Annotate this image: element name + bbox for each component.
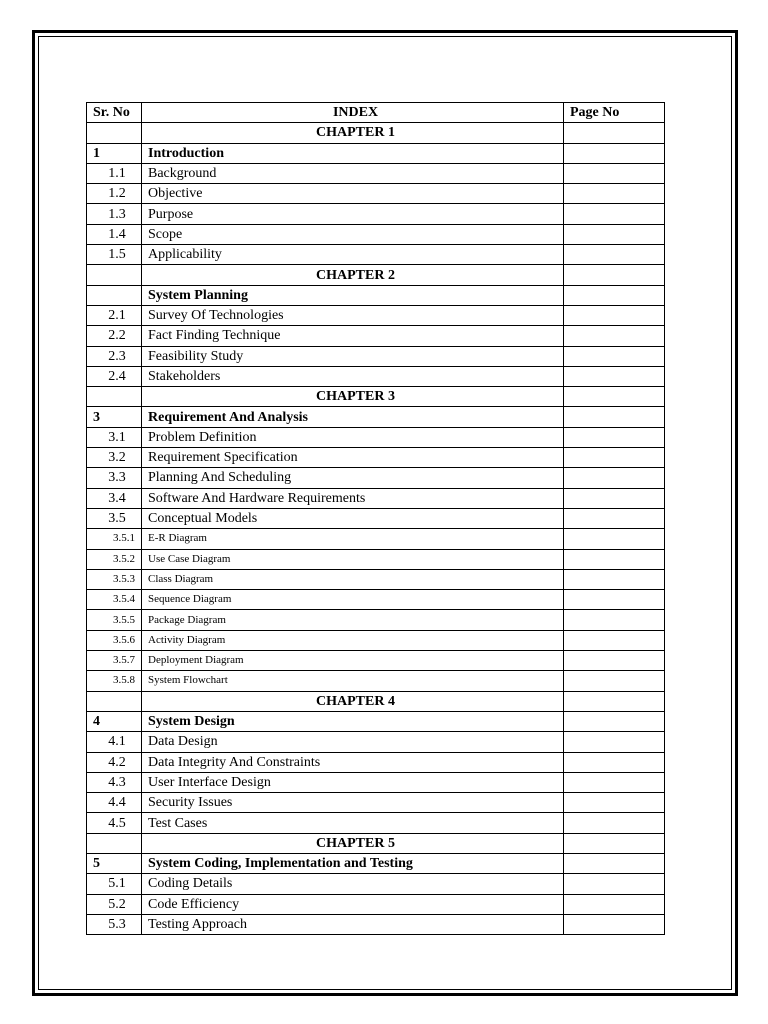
index-title-cell: Security Issues [142, 793, 564, 813]
page-no-cell [564, 874, 665, 894]
index-title-cell: Package Diagram [142, 610, 564, 630]
sr-no-cell: 4.5 [87, 813, 142, 833]
chapter-title-cell: CHAPTER 5 [142, 833, 564, 853]
index-title-cell: Coding Details [142, 874, 564, 894]
page-no-cell [564, 833, 665, 853]
index-title-cell: Activity Diagram [142, 630, 564, 650]
index-table [86, 102, 665, 935]
sr-no-cell: 4.1 [87, 732, 142, 752]
page-no-cell [564, 651, 665, 671]
sr-no-cell: 3.5.6 [87, 630, 142, 650]
sr-no-cell: 3.5.1 [87, 529, 142, 549]
table-row [87, 305, 665, 325]
page-no-cell [564, 204, 665, 224]
table-row [87, 711, 665, 731]
sr-no-cell: 1.3 [87, 204, 142, 224]
index-title-cell: System Design [142, 711, 564, 731]
sr-no-cell: 3.2 [87, 448, 142, 468]
sr-no-cell: 2.4 [87, 366, 142, 386]
index-title-cell: Planning And Scheduling [142, 468, 564, 488]
index-title-cell: Conceptual Models [142, 508, 564, 528]
sr-no-cell: 4.3 [87, 772, 142, 792]
index-title-cell: Stakeholders [142, 366, 564, 386]
sr-no-cell [87, 285, 142, 305]
page-no-cell [564, 285, 665, 305]
page-no-cell [564, 914, 665, 934]
sr-no-cell: 3.5.7 [87, 651, 142, 671]
sr-no-cell: 5 [87, 853, 142, 873]
page-no-cell [564, 427, 665, 447]
chapter-heading-row [87, 387, 665, 407]
page-no-cell [564, 711, 665, 731]
index-title-cell: Testing Approach [142, 914, 564, 934]
table-row [87, 163, 665, 183]
index-title-cell: Problem Definition [142, 427, 564, 447]
table-row [87, 366, 665, 386]
sr-no-cell: 1.5 [87, 245, 142, 265]
chapter-title-cell: CHAPTER 1 [142, 123, 564, 143]
page-no-cell [564, 732, 665, 752]
table-row [87, 285, 665, 305]
table-row [87, 529, 665, 549]
chapter-heading-row [87, 123, 665, 143]
index-table-body [87, 103, 665, 935]
page-no-cell [564, 448, 665, 468]
page-no-cell [564, 224, 665, 244]
sr-no-cell: 5.3 [87, 914, 142, 934]
page-no-cell [564, 488, 665, 508]
table-row [87, 793, 665, 813]
table-row [87, 346, 665, 366]
sr-no-cell: 1.2 [87, 184, 142, 204]
page-no-cell [564, 305, 665, 325]
page-no-cell [564, 468, 665, 488]
sr-no-cell [87, 691, 142, 711]
page-no-cell [564, 163, 665, 183]
table-row [87, 590, 665, 610]
index-title-cell: Requirement Specification [142, 448, 564, 468]
page-no-cell [564, 549, 665, 569]
table-row [87, 813, 665, 833]
sr-no-cell: 3.4 [87, 488, 142, 508]
header-index: INDEX [142, 103, 564, 123]
table-row [87, 468, 665, 488]
index-header-row [87, 103, 665, 123]
sr-no-cell: 1.1 [87, 163, 142, 183]
sr-no-cell [87, 833, 142, 853]
page-no-cell [564, 813, 665, 833]
table-row [87, 914, 665, 934]
page-no-cell [564, 569, 665, 589]
table-row [87, 326, 665, 346]
page-no-cell [564, 853, 665, 873]
index-title-cell: Objective [142, 184, 564, 204]
table-row [87, 448, 665, 468]
index-title-cell: Data Integrity And Constraints [142, 752, 564, 772]
sr-no-cell: 4.2 [87, 752, 142, 772]
table-row [87, 772, 665, 792]
table-row [87, 569, 665, 589]
sr-no-cell: 3.5 [87, 508, 142, 528]
sr-no-cell: 3 [87, 407, 142, 427]
table-row [87, 752, 665, 772]
header-sr-no: Sr. No [87, 103, 142, 123]
index-title-cell: Fact Finding Technique [142, 326, 564, 346]
chapter-title-cell: CHAPTER 2 [142, 265, 564, 285]
table-row [87, 184, 665, 204]
sr-no-cell: 2.3 [87, 346, 142, 366]
table-row [87, 894, 665, 914]
page-no-cell [564, 245, 665, 265]
sr-no-cell: 3.1 [87, 427, 142, 447]
index-title-cell: Requirement And Analysis [142, 407, 564, 427]
page-no-cell [564, 671, 665, 691]
sr-no-cell [87, 387, 142, 407]
index-title-cell: User Interface Design [142, 772, 564, 792]
table-row [87, 651, 665, 671]
sr-no-cell: 5.2 [87, 894, 142, 914]
index-title-cell: Code Efficiency [142, 894, 564, 914]
index-title-cell: System Coding, Implementation and Testing [142, 853, 564, 873]
header-page-no: Page No [564, 103, 665, 123]
index-title-cell: Feasibility Study [142, 346, 564, 366]
sr-no-cell [87, 123, 142, 143]
sr-no-cell: 4.4 [87, 793, 142, 813]
page-no-cell [564, 590, 665, 610]
index-title-cell: Background [142, 163, 564, 183]
page-no-cell [564, 691, 665, 711]
page-no-cell [564, 184, 665, 204]
page-no-cell [564, 143, 665, 163]
index-title-cell: Test Cases [142, 813, 564, 833]
sr-no-cell: 3.3 [87, 468, 142, 488]
chapter-heading-row [87, 691, 665, 711]
sr-no-cell: 2.2 [87, 326, 142, 346]
page-no-cell [564, 346, 665, 366]
chapter-heading-row [87, 833, 665, 853]
index-title-cell: Deployment Diagram [142, 651, 564, 671]
page-no-cell [564, 326, 665, 346]
table-row [87, 874, 665, 894]
page-no-cell [564, 123, 665, 143]
page-no-cell [564, 610, 665, 630]
table-row [87, 427, 665, 447]
index-title-cell: System Flowchart [142, 671, 564, 691]
page-no-cell [564, 265, 665, 285]
page-no-cell [564, 508, 665, 528]
chapter-title-cell: CHAPTER 3 [142, 387, 564, 407]
page-no-cell [564, 529, 665, 549]
sr-no-cell: 3.5.2 [87, 549, 142, 569]
page-no-cell [564, 772, 665, 792]
table-row [87, 245, 665, 265]
sr-no-cell: 3.5.3 [87, 569, 142, 589]
index-title-cell: Data Design [142, 732, 564, 752]
sr-no-cell: 1.4 [87, 224, 142, 244]
table-row [87, 143, 665, 163]
table-row [87, 671, 665, 691]
index-title-cell: Class Diagram [142, 569, 564, 589]
index-title-cell: E-R Diagram [142, 529, 564, 549]
table-row [87, 630, 665, 650]
table-row [87, 732, 665, 752]
index-title-cell: Software And Hardware Requirements [142, 488, 564, 508]
page-no-cell [564, 366, 665, 386]
sr-no-cell: 1 [87, 143, 142, 163]
table-row [87, 610, 665, 630]
sr-no-cell [87, 265, 142, 285]
sr-no-cell: 3.5.8 [87, 671, 142, 691]
sr-no-cell: 2.1 [87, 305, 142, 325]
index-title-cell: Sequence Diagram [142, 590, 564, 610]
index-title-cell: Use Case Diagram [142, 549, 564, 569]
sr-no-cell: 3.5.5 [87, 610, 142, 630]
table-row [87, 508, 665, 528]
index-title-cell: System Planning [142, 285, 564, 305]
sr-no-cell: 5.1 [87, 874, 142, 894]
page-no-cell [564, 894, 665, 914]
page-no-cell [564, 387, 665, 407]
page-no-cell [564, 630, 665, 650]
index-title-cell: Applicability [142, 245, 564, 265]
sr-no-cell: 4 [87, 711, 142, 731]
index-title-cell: Purpose [142, 204, 564, 224]
table-row [87, 853, 665, 873]
table-row [87, 407, 665, 427]
chapter-heading-row [87, 265, 665, 285]
page-no-cell [564, 407, 665, 427]
page-no-cell [564, 752, 665, 772]
page-no-cell [564, 793, 665, 813]
table-row [87, 549, 665, 569]
index-title-cell: Survey Of Technologies [142, 305, 564, 325]
table-row [87, 224, 665, 244]
index-title-cell: Introduction [142, 143, 564, 163]
table-row [87, 488, 665, 508]
chapter-title-cell: CHAPTER 4 [142, 691, 564, 711]
index-title-cell: Scope [142, 224, 564, 244]
sr-no-cell: 3.5.4 [87, 590, 142, 610]
table-row [87, 204, 665, 224]
